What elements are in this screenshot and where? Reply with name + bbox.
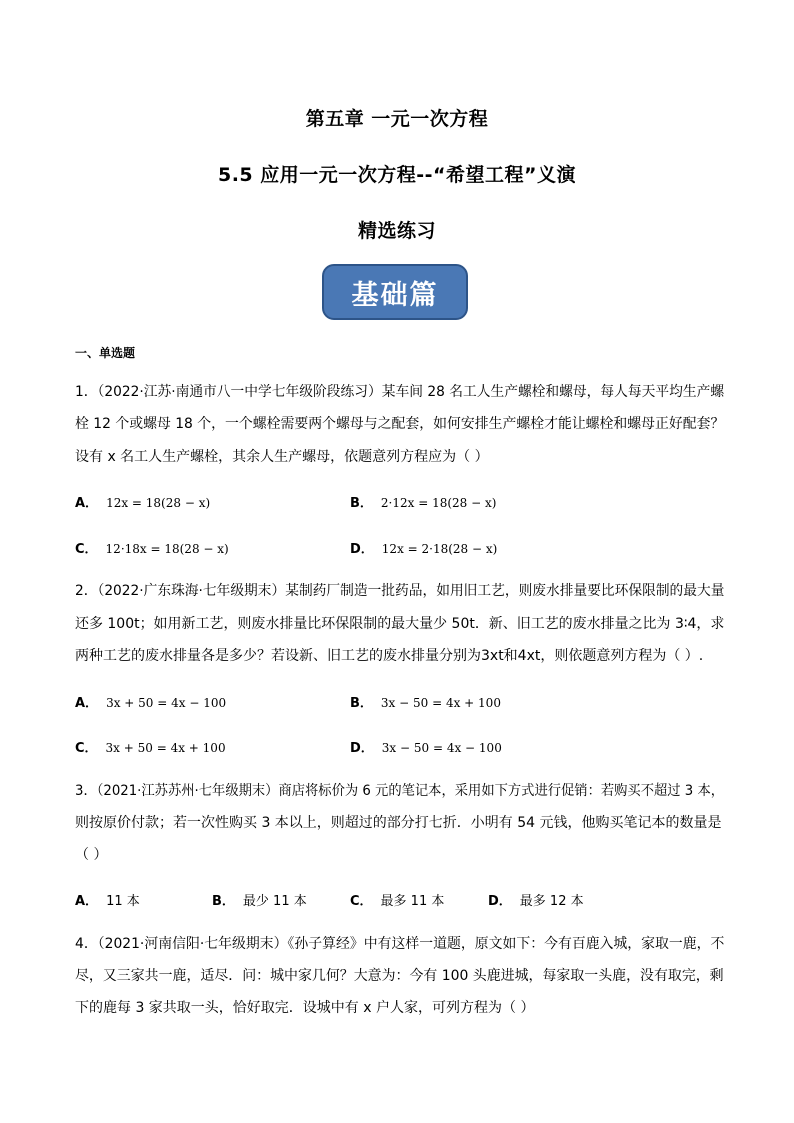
option-label: C． <box>75 542 98 557</box>
option-label: B． <box>212 894 235 909</box>
option-label: A． <box>75 894 99 909</box>
level-badge-label: 基础篇 <box>351 279 439 311</box>
q4-line-3: 下的鹿每 3 家共取一头，恰好取完．设城中有 x 户人家，可列方程为（ ） <box>75 1000 535 1016</box>
q2-option-c <box>75 737 226 756</box>
level-badge <box>322 264 468 320</box>
q1-option-d <box>350 538 497 557</box>
option-text: 最多 11 本 <box>380 894 445 909</box>
option-label: B． <box>350 696 373 711</box>
worksheet-subtitle: 精选练习 <box>357 220 436 242</box>
option-formula: 12x = 2·18(28 − x) <box>381 542 498 556</box>
section-heading: 一、单选题 <box>75 346 136 360</box>
option-label: A． <box>75 696 99 711</box>
q2-option-b <box>350 692 501 711</box>
lesson-title: 5.5 应用一元一次方程--“希望工程”义演 <box>217 164 577 186</box>
option-label: D． <box>350 542 374 557</box>
option-label: D． <box>350 741 374 756</box>
q3-line-3: （ ） <box>75 847 108 863</box>
q2-line-1: 2．（2022·广东珠海·七年级期末）某制药厂制造一批药品，如用旧工艺，则废水排量要比环保限制的最大量 <box>75 583 725 599</box>
option-label: D． <box>488 894 512 909</box>
q4-line-2: 尽，又三家共一鹿，适尽．问：城中家几何？大意为：今有 100 头鹿进城，每家取一头鹿，没有取完，剩 <box>75 968 724 984</box>
option-formula: 3x − 50 = 4x + 100 <box>380 696 501 710</box>
option-text: 最多 12 本 <box>519 894 584 909</box>
q1-line-2: 栓 12 个或螺母 18 个，一个螺栓需要两个螺母与之配套，如何安排生产螺栓才能让螺栓和螺母正好配套？ <box>75 416 725 432</box>
q2-option-d <box>350 737 502 756</box>
q4-line-1: 4．（2021·河南信阳·七年级期末）《孙子算经》中有这样一道题，原文如下：今有百鹿入城，家取一鹿，不 <box>75 936 725 952</box>
option-text: 11 本 <box>106 894 140 909</box>
option-text: 最少 11 本 <box>242 894 307 909</box>
option-label: C． <box>350 894 373 909</box>
q3-option-d <box>488 890 584 909</box>
q2-line-3: 两种工艺的废水排量各是多少？若设新、旧工艺的废水排量分别为3xt和4xt，则依题意列方程为（ ）. <box>75 648 704 664</box>
chapter-title: 第五章 一元一次方程 <box>305 108 489 130</box>
option-formula: 3x − 50 = 4x − 100 <box>381 741 502 755</box>
q3-line-1: 3．（2021·江苏苏州·七年级期末）商店将标价为 6 元的笔记本，采用如下方式进行促销：若购买不超过 3 本， <box>75 783 725 799</box>
q1-option-a <box>75 492 210 511</box>
option-label: C． <box>75 741 98 756</box>
q1-option-b <box>350 492 496 511</box>
option-formula: 12·18x = 18(28 − x) <box>105 542 229 556</box>
q1-option-c <box>75 538 229 557</box>
option-formula: 3x + 50 = 4x − 100 <box>106 696 227 710</box>
q1-line-1: 1．（2022·江苏·南通市八一中学七年级阶段练习）某车间 28 名工人生产螺栓和螺母，每人每天平均生产螺 <box>75 384 725 400</box>
q1-line-3: 设有 x 名工人生产螺栓，其余人生产螺母，依题意列方程应为（ ） <box>75 449 489 465</box>
option-formula: 3x + 50 = 4x + 100 <box>105 741 226 755</box>
option-label: A． <box>75 496 99 511</box>
option-label: B． <box>350 496 373 511</box>
option-formula: 2·12x = 18(28 − x) <box>380 496 497 510</box>
q3-line-2: 则按原价付款；若一次性购买 3 本以上，则超过的部分打七折．小明有 54 元钱，他购买笔记本的数量是 <box>75 815 722 831</box>
option-formula: 12x = 18(28 − x) <box>106 496 211 510</box>
q3-option-c <box>350 890 444 909</box>
q3-option-b <box>212 890 307 909</box>
q3-option-a <box>75 890 140 909</box>
q2-option-a <box>75 692 226 711</box>
q2-line-2: 还多 100t；如用新工艺，则废水排量比环保限制的最大量少 50t．新、旧工艺的废水排量之比为 3∶4，求 <box>75 616 725 632</box>
